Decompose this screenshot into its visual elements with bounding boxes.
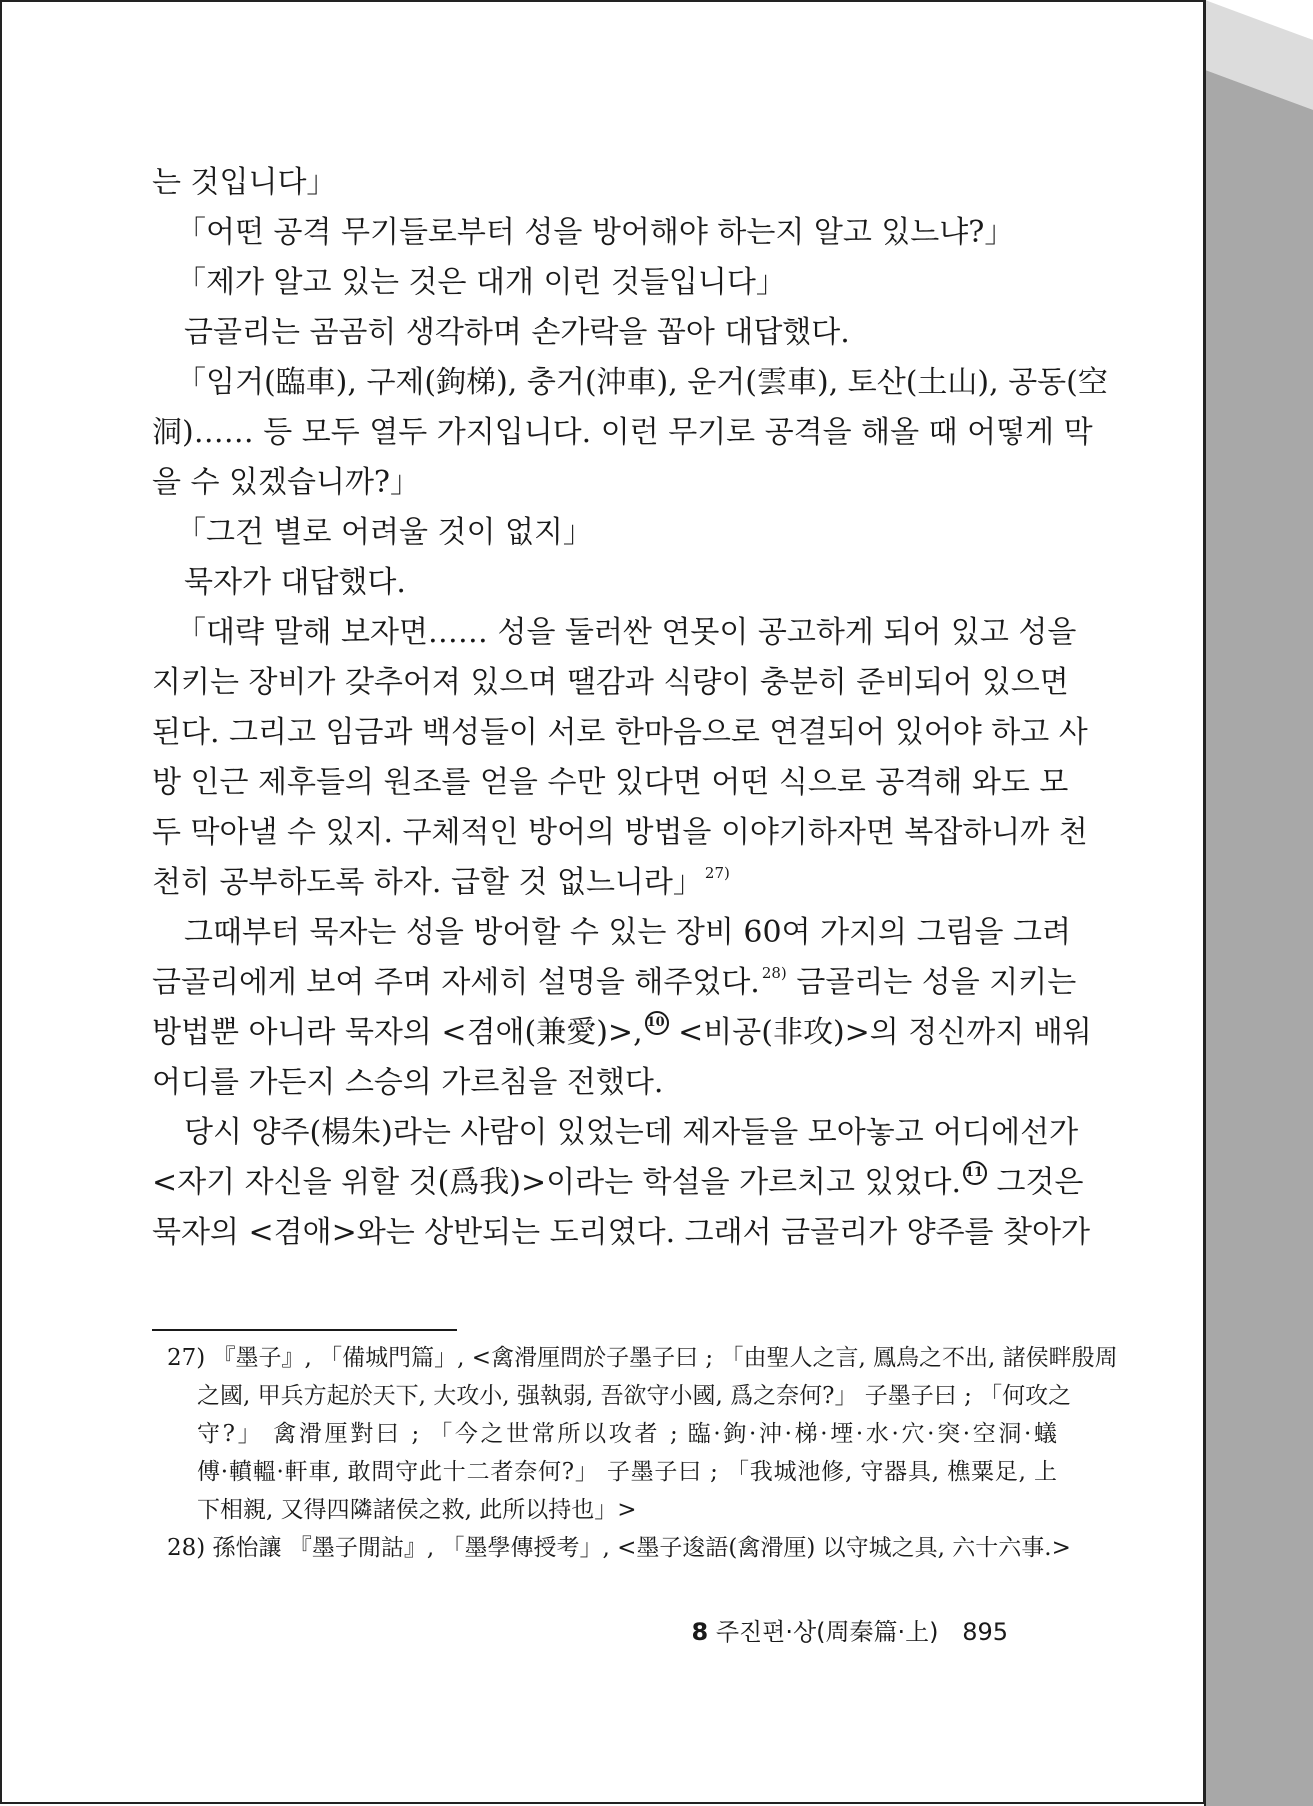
text-line: 「제가 알고 있는 것은 대개 이런 것들입니다」 [176,265,786,300]
circled-note-10: 10 [645,1011,669,1035]
text-line: 지키는 장비가 갖추어져 있으며 땔감과 식량이 충분히 준비되어 있으면 [152,665,1069,700]
circled-note-11: 11 [963,1161,987,1185]
text-span: <비공(非攻)>의 정신까지 배워 [668,1015,1092,1050]
page-number: 895 [962,1618,1008,1646]
text-line: 「어떤 공격 무기들로부터 성을 방어해야 하는지 알고 있느냐?」 [176,215,1015,250]
footnote-line: 28) 孫怡讓 『墨子閒詁』, 「墨學傳授考」, <墨子逡語(禽滑厘) 以守城之具, 六十六事.> [167,1535,1071,1561]
footnote-ref-28: 28) [761,964,787,982]
text-span: 방법뿐 아니라 묵자의 <겸애(兼愛)>, [152,1015,643,1050]
text-span: 그것은 [987,1165,1084,1200]
text-line: 는 것입니다」 [152,165,337,200]
body-text [152,158,1108,1258]
spine-dark-face [1205,70,1313,1806]
text-span: <자기 자신을 위할 것(爲我)>이라는 학설을 가르치고 있었다. [152,1165,962,1200]
text-line: 어디를 가든지 스승의 가르침을 전했다. [152,1065,664,1100]
text-line [152,1158,1084,1208]
footnote-line: 守?」 禽滑厘對曰 ; 「今之世常所以攻者 ; 臨·鉤·沖·梯·堙·水·穴·突·空洞·蟻 [197,1421,1057,1447]
text-line: 「대략 말해 보자면…… 성을 둘러싼 연못이 공고하게 되어 있고 성을 [176,615,1077,650]
footnote-ref-27: 27) [704,864,730,882]
text-span: 금골리는 성을 지키는 [786,965,1077,1000]
text-line: 금골리는 곰곰히 생각하며 손가락을 꼽아 대답했다. [184,315,850,350]
text-line: 그때부터 묵자는 성을 방어할 수 있는 장비 60여 가지의 그림을 그려 [184,915,1072,950]
text-line: 방 인근 제후들의 원조를 얻을 수만 있다면 어떤 식으로 공격해 와도 모 [152,765,1069,800]
book-spine-edge [1205,0,1313,1806]
text-line: 洞)…… 등 모두 열두 가지입니다. 이런 무기로 공격을 해올 때 어떻게 막 [152,415,1093,450]
footnote-divider [152,1329,457,1331]
footnote-line: 下相親, 又得四隣諸侯之救, 此所以持也」> [197,1497,637,1523]
text-line: 묵자의 <겸애>와는 상반되는 도리였다. 그래서 금골리가 양주를 찾아가 [152,1215,1091,1250]
chapter-title: 주진편·상(周秦篇·上) [715,1618,939,1646]
text-line [152,958,1077,1008]
text-line: 두 막아낼 수 있지. 구체적인 방어의 방법을 이야기하자면 복잡하니까 천 [152,815,1088,850]
text-line: 된다. 그리고 임금과 백성들이 서로 한마음으로 연결되어 있어야 하고 사 [152,715,1088,750]
text-line: 을 수 있겠습니까?」 [152,465,421,500]
text-line [152,858,1052,908]
footnotes [167,1339,1118,1567]
text-line: 「그건 별로 어려울 것이 없지」 [176,515,593,550]
footnote-line: 27) 『墨子』, 「備城門篇」, <禽滑厘問於子墨子曰 ; 「由聖人之言, 鳳鳥之不出, 諸侯畔殷周 [167,1345,1118,1371]
text-line: 「임거(臨車), 구제(鉤梯), 충거(沖車), 운거(雲車), 토산(土山), 공동(空 [176,365,1108,400]
text-line: 당시 양주(楊朱)라는 사람이 있었는데 제자들을 모아놓고 어디에선가 [184,1115,1079,1150]
footnote-line: 傅·轒轀·軒車, 敢問守此十二者奈何?」 子墨子曰 ; 「我城池修, 守器具, 樵粟足, 上 [197,1459,1057,1485]
text-line: 묵자가 대답했다. [184,565,406,600]
page-footer [691,1612,1008,1652]
chapter-number: 8 [691,1618,709,1646]
text-span: 천히 공부하도록 하자. 급할 것 없느니라」 [152,865,703,900]
text-line [152,1008,1092,1058]
footnote-line: 之國, 甲兵方起於天下, 大攻小, 强執弱, 吾欲守小國, 爲之奈何?」 子墨子曰 ; 「何攻之 [197,1383,1072,1409]
text-span: 금골리에게 보여 주며 자세히 설명을 해주었다. [152,965,760,1000]
